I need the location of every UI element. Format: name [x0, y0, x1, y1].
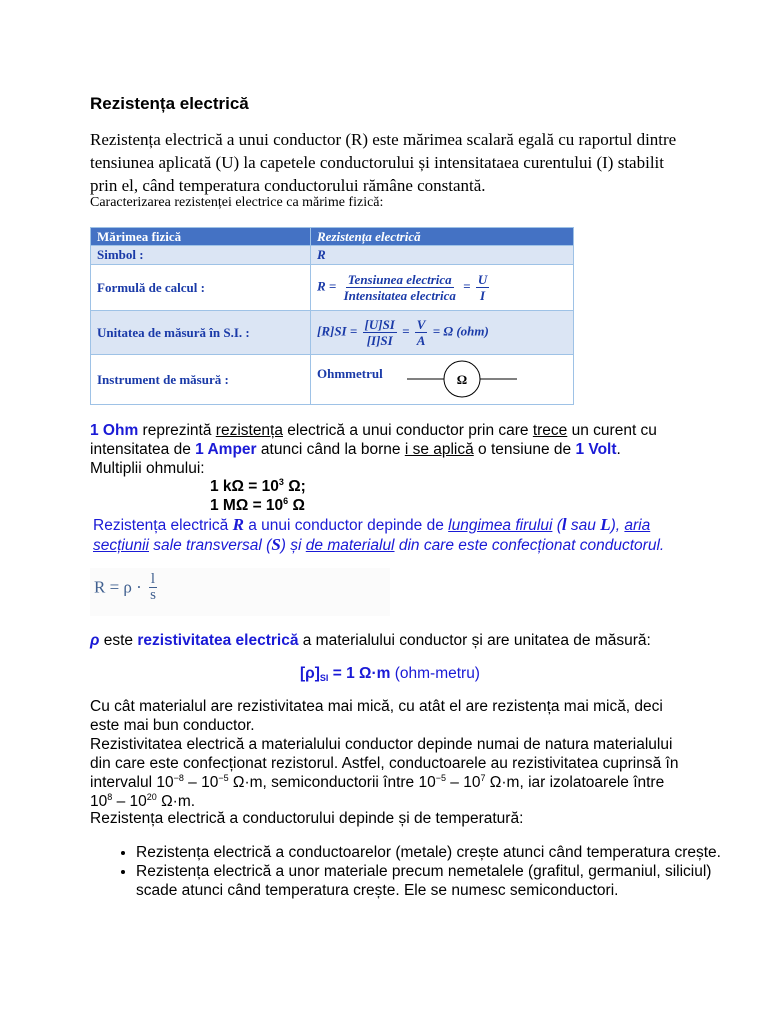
unit-v: V — [416, 317, 426, 332]
unit-eq: = — [402, 323, 410, 339]
unit-cell — [311, 311, 574, 355]
instrument-cell — [311, 355, 574, 405]
list-item: • Rezistența electrică a conductoarelor (metale) crește atunci când temperatura crește. — [136, 843, 736, 862]
list-item: • Rezistența electrică a unor materiale precum nemetalele (grafitul, germaniul, siliciul) scade atunci când temperatura crește. Ele se numesc semiconductori. — [136, 862, 736, 900]
multiples-heading: Multiplii ohmului: — [90, 460, 205, 477]
paragraph-temperature: Rezistența electrică a conductorului depinde și de temperatură: — [90, 810, 524, 827]
formula-eq: = — [463, 278, 471, 294]
formula-cell — [311, 265, 574, 311]
table-row-unit — [91, 311, 574, 355]
formula-denominator: Intensitatea electrica — [343, 288, 456, 303]
table-header-row — [91, 228, 574, 246]
unit-a: A — [416, 333, 426, 348]
ohm-definition: 1 Ohm reprezintă rezistența electrică a unui conductor prin care trece un curent cu intensitatea de 1 Amper atunci când la borne i se aplică o tensiune de 1 Volt. — [90, 422, 657, 458]
page-title: Rezistența electrică — [90, 94, 249, 113]
multiple-kilo: 1 $k\Omega = 10^3$ Ω; — [210, 477, 306, 495]
table-row-formula — [91, 265, 574, 311]
table-caption: Caracterizarea rezistenței electrice ca mărime fizică: — [90, 195, 384, 210]
paragraph-conductor: Cu cât materialul are rezistivitatea mai mică, cu atât el are rezistența mai mică, deci este mai bun conductor. — [90, 698, 663, 734]
paragraph-resistivity-ranges: Rezistivitatea electrică a materialului conductor depinde numai de natura materialului din care este confecționat rezistorul. Astfel, conductoarele au rezistivitatea cuprinsă în intervalul $10^{-8} - 10^{-5}$ Ω·m, semiconductorii între $10^{-5} - 10^7$ Ω·m, iar izolatoarele între $10^8 - 10^{20}$ Ω·m. — [90, 736, 679, 810]
unit-den: [I]SI — [366, 333, 393, 348]
resistivity-unit: $[\rho]_{SI} = 1$ Ω·m (ohm-metru) — [300, 665, 480, 683]
header-cell: Rezistența electrică — [311, 228, 574, 246]
row-label: Unitatea de măsură în S.I. : — [91, 311, 311, 355]
table-row-instrument — [91, 355, 574, 405]
header-cell: Mărimea fizică — [91, 228, 311, 246]
resistivity-definition: ρ este rezistivitatea electrică a materialului conductor și are unitatea de măsură: — [90, 632, 651, 649]
dependence-statement: Rezistența electrică R a unui conductor depinde de lungimea firului (l sau L), aria secțiunii sale transversal (S) și de materialul din care este confecționat conductorul. — [93, 515, 665, 554]
row-label: Formulă de calcul : — [91, 265, 311, 311]
volt-term: 1 Volt — [575, 441, 617, 458]
amper-term: 1 Amper — [195, 441, 257, 458]
multiple-mega: 1 $M\Omega = 10^6$ Ω — [210, 496, 305, 514]
resistance-formula: R = ρ · $\frac{l}{s}$ — [94, 571, 156, 603]
unit-lhs: [R]SI = — [317, 323, 358, 339]
formula-i: I — [479, 288, 486, 303]
ohm-term: 1 Ohm — [90, 422, 139, 439]
temperature-facts-list — [92, 843, 736, 900]
formula-ui-fraction — [476, 272, 489, 303]
symbol-value: R — [311, 246, 574, 265]
instrument-name: Ohmmetrul — [317, 365, 383, 381]
row-label: Instrument de măsură : — [91, 355, 311, 405]
properties-table — [90, 227, 574, 405]
formula-u: U — [477, 272, 488, 287]
unit-va-fraction — [415, 317, 428, 348]
formula-numerator: Tensiunea electrica — [347, 272, 452, 287]
unit-fraction — [363, 317, 397, 348]
unit-num: [U]SI — [364, 317, 395, 332]
ohmmeter-symbol — [407, 359, 527, 399]
unit-rest: = Ω (ohm) — [432, 323, 489, 339]
formula-lhs: R = — [317, 278, 337, 294]
ohm-glyph: Ω — [456, 372, 468, 387]
row-label: Simbol : — [91, 246, 311, 265]
table-row-symbol — [91, 246, 574, 265]
intro-paragraph: Rezistența electrică a unui conductor (R) este mărimea scalară egală cu raportul dintre tensiunea aplicată (U) la capetele conductorului și intensitataea curentului (I) stabilit prin el, când temperatura conductorului rămâne constantă. — [90, 130, 677, 195]
formula-fraction — [342, 272, 458, 303]
